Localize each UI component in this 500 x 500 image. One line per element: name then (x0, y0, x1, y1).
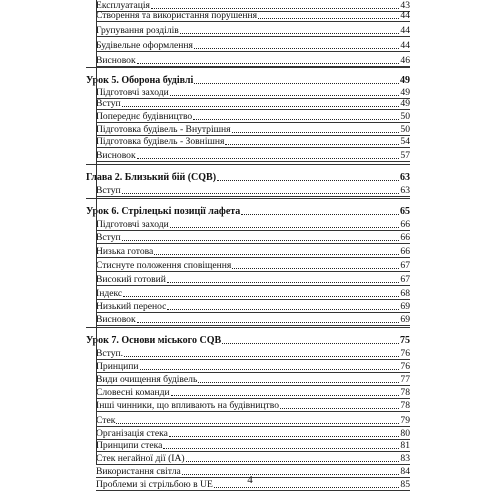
toc-entry[interactable] (96, 36, 410, 52)
toc-entry-page: 66 (400, 232, 410, 243)
toc-entry-page: 81 (400, 440, 410, 451)
section-divider (86, 198, 410, 199)
toc-entry[interactable] (96, 21, 410, 37)
section-divider (86, 164, 410, 165)
toc-entry-title: Висновок (96, 55, 136, 66)
toc-entry-page: 63 (400, 185, 410, 196)
toc-entry-page: 83 (400, 453, 410, 464)
toc-entry-title: Висновок (96, 314, 136, 325)
toc-entry-page: 50 (400, 111, 410, 122)
toc-entry-page: 84 (400, 466, 410, 477)
toc-entry-page: 65 (400, 206, 410, 217)
toc-entry-page: 50 (400, 124, 410, 135)
dot-leader (194, 47, 399, 49)
toc-entry-page: 46 (400, 55, 410, 66)
toc-entry-page: 67 (400, 260, 410, 271)
toc-entry-title: Проблеми зі стрільбою в UE (96, 479, 213, 490)
toc-entry-title: Урок 7. Основи міського CQB (86, 335, 222, 346)
toc-entry-page: 43 (400, 0, 410, 11)
toc-entry-page: 76 (400, 348, 410, 359)
toc-entry-page: 78 (400, 400, 410, 411)
toc-entry-title: Урок 5. Оборона будівлі (86, 75, 194, 86)
toc-entry[interactable] (96, 396, 410, 412)
dot-leader (258, 17, 399, 19)
dot-leader (137, 62, 400, 64)
toc-entry-page: 80 (400, 428, 410, 439)
toc-entry-page: 66 (400, 246, 410, 257)
toc-entry-title: Організація стека (96, 428, 168, 439)
toc-entry-title: Принципи стека (96, 440, 163, 451)
toc-entry-page: 57 (400, 150, 410, 161)
dot-leader (232, 267, 399, 269)
dot-leader (154, 253, 399, 255)
dot-leader (225, 143, 399, 145)
toc-entry-title: Вступ (96, 185, 121, 196)
toc-entry-page: 49 (400, 75, 410, 86)
toc-entry-title: Інші чинники, що впливають на будівництво (96, 400, 280, 411)
toc-entry-title: Групування розділів (96, 25, 179, 36)
toc-entry-title: Високий готовий (96, 274, 166, 285)
toc-entry[interactable] (96, 310, 410, 326)
toc-entry-title: Індекс (96, 288, 123, 299)
toc-entry-page: 63 (400, 172, 410, 183)
dot-leader (137, 321, 400, 323)
toc-entry-title: Підготовчі заходи (96, 87, 169, 98)
dot-leader (122, 192, 400, 194)
toc-entry-title: Словесні команди (96, 387, 170, 398)
toc-entry-title: Принципи (96, 361, 139, 372)
toc-entry-page: 44 (400, 40, 410, 51)
toc-entry-title: Стек (96, 415, 116, 426)
toc-entry-title: Використання світла (96, 466, 181, 477)
dot-leader (122, 239, 400, 241)
toc-entry-page: 49 (400, 87, 410, 98)
toc-entry-page: 75 (400, 335, 410, 346)
toc-entry-page: 78 (400, 387, 410, 398)
toc-entry-page: 44 (400, 25, 410, 36)
toc-entry-title: Підготовчі заходи (96, 219, 169, 230)
toc-entry-page: 85 (400, 479, 410, 490)
dot-leader (280, 407, 399, 409)
toc-entry-page: 79 (400, 415, 410, 426)
toc-entry-title: Експлуатація (96, 0, 150, 11)
toc-entry-title: Підготовка будівель - Внутрішня (96, 124, 231, 135)
dot-leader (137, 157, 400, 159)
toc-entry[interactable] (96, 6, 410, 22)
toc-entry-title: Низька готова (96, 246, 154, 257)
dot-leader (214, 486, 400, 488)
toc-entry-page: 77 (400, 374, 410, 385)
toc-entry-page: 69 (400, 301, 410, 312)
toc-entry-page: 76 (400, 361, 410, 372)
toc-entry-title: Урок 6. Стрілецькі позиції лафета (86, 206, 241, 217)
dot-leader (180, 32, 400, 34)
toc-entry-page: 49 (400, 98, 410, 109)
toc-entry-title: Низький перенос (96, 301, 167, 312)
toc-entry-title: Будівельне оформлення (96, 40, 193, 51)
toc-entry-title: Види очищення будівель (96, 374, 198, 385)
toc-entry-page: 44 (400, 10, 410, 21)
toc-entry-title: Стек негайної дії (IA) (96, 453, 185, 464)
toc-entry-title: Висновок (96, 150, 136, 161)
toc-entry-title: Стиснуте положення сповіщення (96, 260, 232, 271)
toc-entry[interactable] (96, 146, 410, 162)
section-divider (86, 327, 410, 328)
toc-entry-page: 66 (400, 219, 410, 230)
toc-entry-title: Вступ. (96, 348, 124, 359)
page-number: 4 (247, 474, 253, 486)
toc-entry-page: 69 (400, 314, 410, 325)
toc-entry-page: 54 (400, 136, 410, 147)
toc-entry-title: Створення та використання порушення (96, 10, 258, 21)
toc-left-border (96, 0, 97, 465)
toc-entry-title: Попереднє будівництво (96, 111, 193, 122)
section-divider (86, 67, 410, 68)
toc-entry-title: Глава 2. Близький бій (CQB) (86, 172, 217, 183)
toc-entry[interactable] (96, 181, 410, 197)
toc-entry-title: Вступ (96, 232, 121, 243)
toc-entry-title: Підготовка будівель - Зовнішня (96, 136, 225, 147)
toc-entry-page: 68 (400, 288, 410, 299)
dot-leader (167, 281, 399, 283)
toc-entry[interactable] (96, 51, 410, 67)
toc-entry-page: 67 (400, 274, 410, 285)
toc-entry-title: Вступ (96, 98, 121, 109)
